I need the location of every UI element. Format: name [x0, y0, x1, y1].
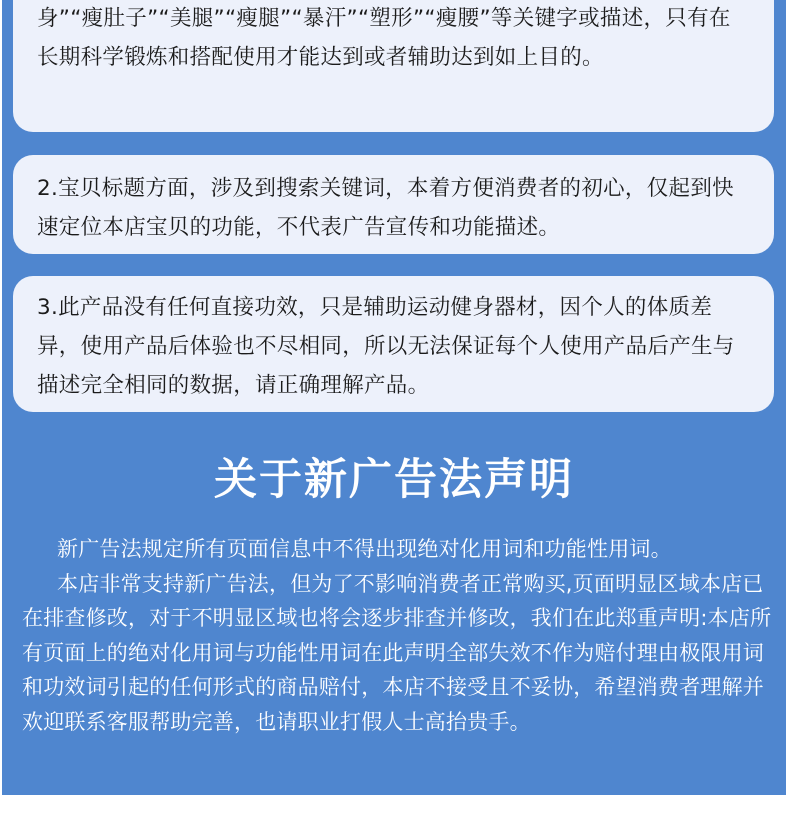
- declaration-paragraph-2: 本店非常支持新广告法，但为了不影响消费者正常购买,页面明显区域本店已在排查修改，对于不明显区域也将会逐步排查并修改，我们在此郑重声明:本店所有页面上的绝对化用词与功能性用词在此声明全部失效不作为赔付理由极限用词和功效词引起的任何形式的商品赔付，本店不接受且不妥协，希望消费者理解并欢迎联系客服帮助完善，也请职业打假人士高抬贵手。: [22, 571, 772, 734]
- declaration-title: 关于新广告法声明: [214, 455, 574, 505]
- notice-card-1: [13, 0, 774, 132]
- notice-card-3: [13, 276, 774, 412]
- notice-card-2-text: 2.宝贝标题方面，涉及到搜索关键词，本着方便消费者的初心，仅起到快速定位本店宝贝的功能，不代表广告宣传和功能描述。: [37, 176, 734, 240]
- declaration-paragraph-1: 新广告法规定所有页面信息中不得出现绝对化用词和功能性用词。: [57, 537, 672, 561]
- notice-card-3-text: 3.此产品没有任何直接功效，只是辅助运动健身器材，因个人的体质差异，使用产品后体验也不尽相同，所以无法保证每个人使用产品后产生与描述完全相同的数据，请正确理解产品。: [37, 295, 735, 398]
- notice-card-1-text: 身”“瘦肚子”“美腿”“瘦腿”“暴汗”“塑形”“瘦腰”等关键字或描述，只有在长期科学锻炼和搭配使用才能达到或者辅助达到如上目的。: [37, 6, 731, 70]
- notice-card-2: [13, 155, 774, 254]
- bottom-margin: [0, 795, 790, 822]
- declaration-body: [22, 532, 774, 739]
- disclaimer-panel: [2, 0, 786, 795]
